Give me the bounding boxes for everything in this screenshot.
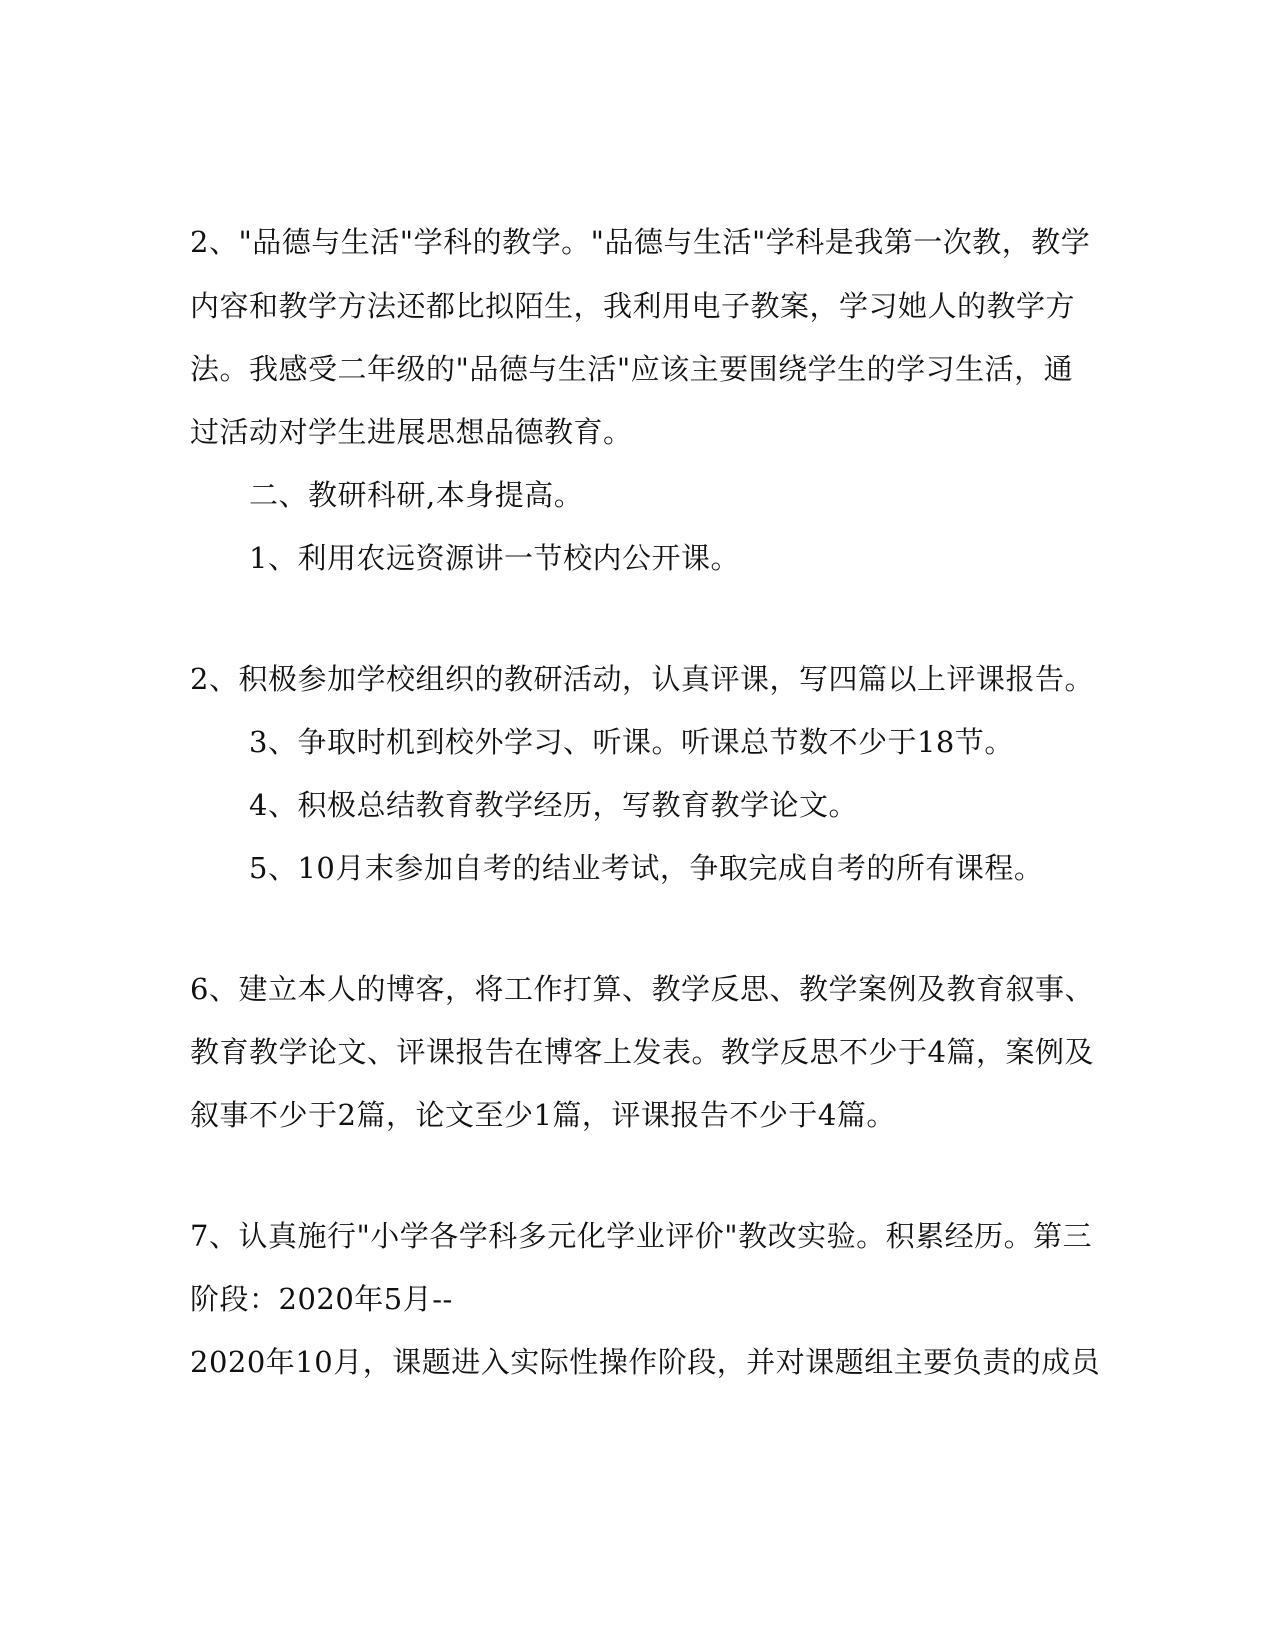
list-item-6-line-2: 教育教学论文、评课报告在博客上发表。教学反思不少于4篇，案例及 xyxy=(190,1035,1094,1069)
paragraph-line-4: 过活动对学生进展思想品德教育。 xyxy=(190,415,633,449)
list-item-7-line-1: 7、认真施行"小学各学科多元化学业评价"教改实验。积累经历。第三 xyxy=(190,1219,1093,1253)
list-item-4: 4、积极总结教育教学经历，写教育教学论文。 xyxy=(249,788,858,822)
paragraph-line-3: 法。我感受二年级的"品德与生活"应该主要围绕学生的学习生活，通 xyxy=(190,352,1074,386)
paragraph-line-2: 内容和教学方法还都比拟陌生，我利用电子教案，学习她人的教学方 xyxy=(190,289,1076,323)
list-item-1: 1、利用农远资源讲一节校内公开课。 xyxy=(249,541,740,575)
list-item-6-line-3: 叙事不少于2篇，论文至少1篇，评课报告不少于4篇。 xyxy=(190,1098,896,1132)
list-item-2: 2、积极参加学校组织的教研活动，认真评课，写四篇以上评课报告。 xyxy=(190,662,1094,696)
list-item-7-line-3: 2020年10月，课题进入实际性操作阶段，并对课题组主要负责的成员 xyxy=(190,1345,1101,1379)
list-item-7-line-2: 阶段：2020年5月-- xyxy=(190,1282,453,1316)
paragraph-line-1: 2、"品德与生活"学科的教学。"品德与生活"学科是我第一次教，教学 xyxy=(190,225,1091,259)
list-item-5: 5、10月末参加自考的结业考试，争取完成自考的所有课程。 xyxy=(249,851,1044,885)
list-item-3: 3、争取时机到校外学习、听课。听课总节数不少于18节。 xyxy=(249,725,1014,759)
section-heading: 二、教研科研,本身提高。 xyxy=(249,478,584,512)
list-item-6-line-1: 6、建立本人的博客，将工作打算、教学反思、教学案例及教育叙事、 xyxy=(190,972,1094,1006)
